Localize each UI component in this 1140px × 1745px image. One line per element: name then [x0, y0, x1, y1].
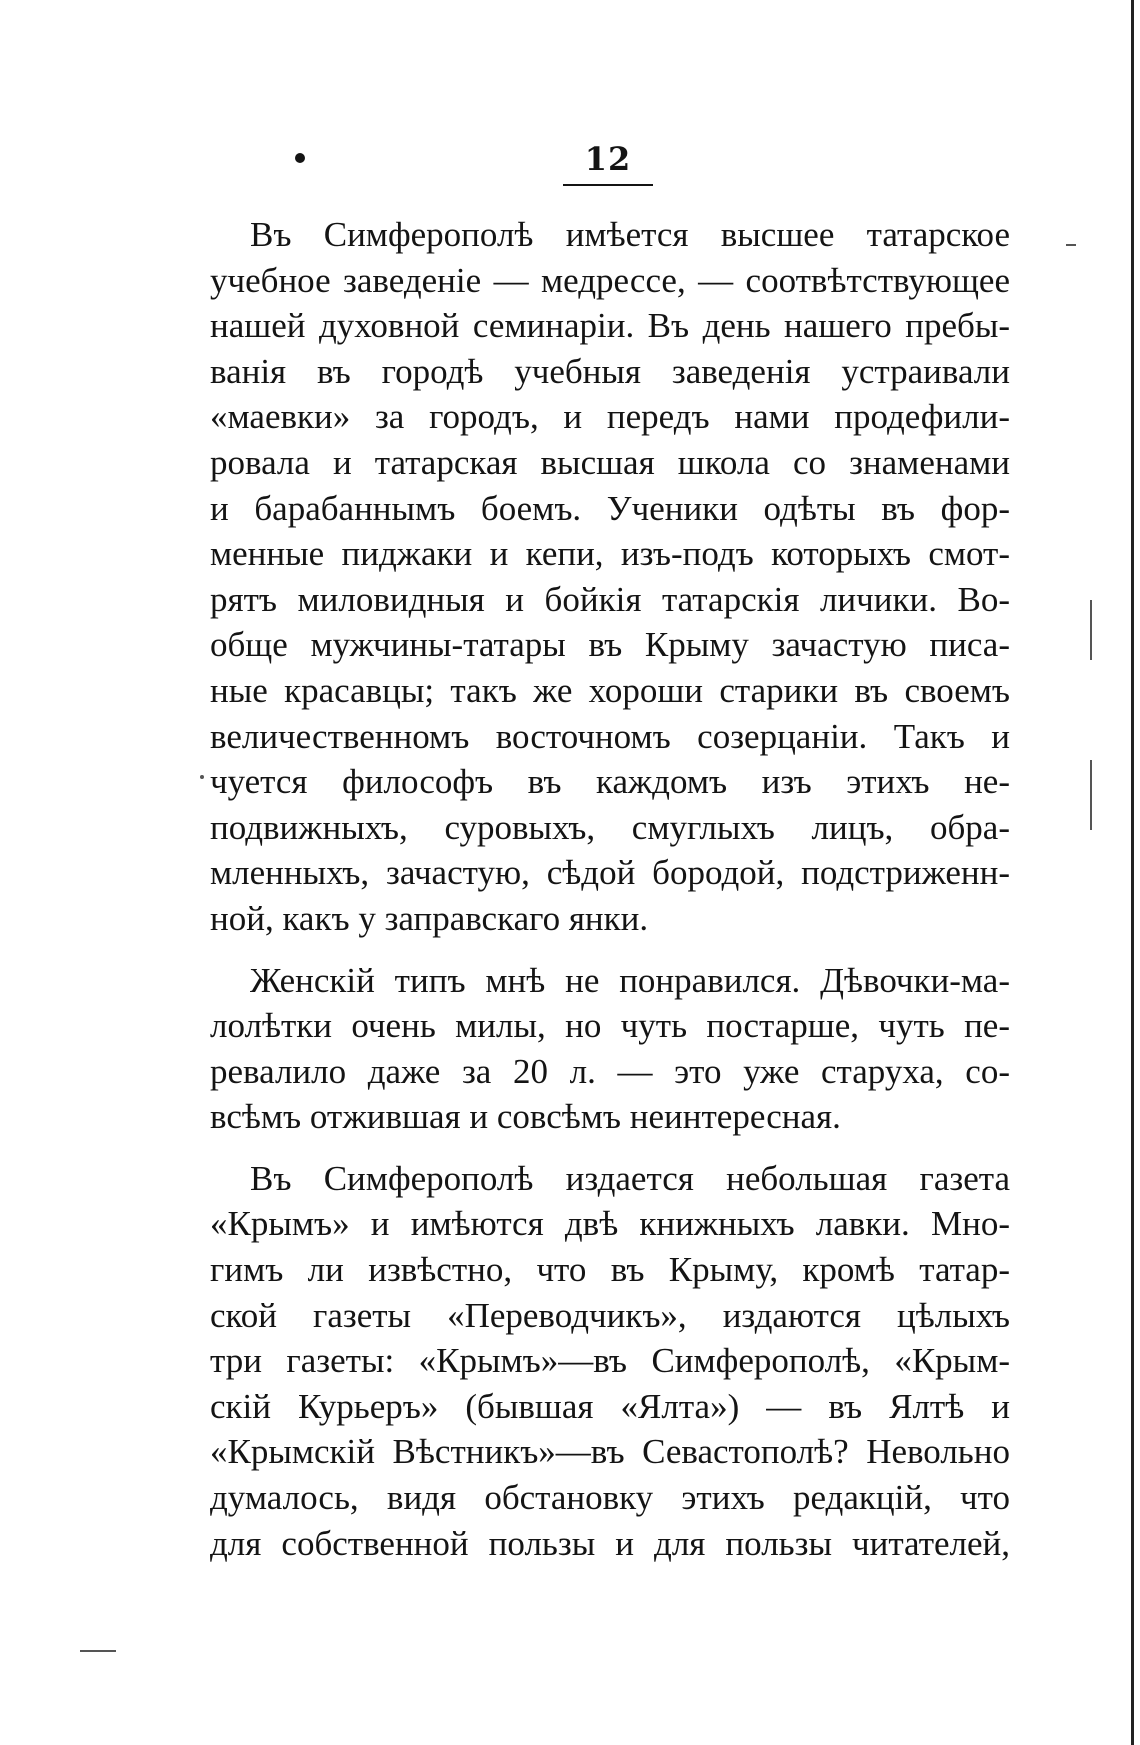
text-line: «Крымскій Вѣстникъ»—въ Севастополѣ? Невольно: [210, 1432, 1010, 1472]
scan-mark: [80, 1650, 116, 1652]
text-line: нашей духовной семинаріи. Въ день нашего пребы-: [210, 306, 1010, 346]
text-line: всѣмъ отжившая и совсѣмъ неинтересная.: [210, 1097, 841, 1137]
text-line: три газеты: «Крымъ»—въ Симферополѣ, «Крым-: [210, 1341, 1010, 1381]
text-line: чуется философъ въ каждомъ изъ этихъ не-: [210, 762, 1010, 802]
text-line: ванія въ городѣ учебныя заведенія устраивали: [210, 351, 1010, 391]
paragraph-gap: [210, 942, 1010, 958]
text-line: ные красавцы; такъ же хороши старики въ своемъ: [210, 670, 1010, 710]
paragraph-3: [210, 1156, 1010, 1566]
paragraph-gap: [210, 1140, 1010, 1156]
scan-mark: [200, 775, 204, 779]
text-line: Въ Симферополѣ имѣется высшее татарское: [250, 215, 1010, 254]
scan-mark: [1090, 760, 1092, 830]
text-line: ровала и татарская высшая школа со знаменами: [210, 442, 1010, 482]
text-line: лолѣтки очень милы, но чуть постарше, чуть пе-: [210, 1006, 1010, 1046]
text-line: думалось, видя обстановку этихъ редакцій, что: [210, 1478, 1010, 1518]
text-line: ревалило даже за 20 л. — это уже старуха, со-: [210, 1051, 1010, 1091]
page-number: 12: [584, 140, 632, 178]
text-line: менные пиджаки и кепи, изъ-подъ которыхъ смот-: [210, 534, 1010, 574]
text-line: рятъ миловидныя и бойкія татарскія личики. Во-: [210, 579, 1010, 619]
paragraph-1: [210, 212, 1010, 942]
body-text: [210, 212, 1010, 1566]
text-line: «маевки» за городъ, и передъ нами продефили-: [210, 397, 1010, 437]
text-line: величественномъ восточномъ созерцаніи. Такъ и: [210, 716, 1010, 756]
text-line: Въ Симферополѣ издается небольшая газета: [250, 1158, 1010, 1198]
text-line: обще мужчины-татары въ Крыму зачастую писа-: [210, 625, 1010, 665]
text-line: ской газеты «Переводчикъ», издаются цѣлыхъ: [210, 1295, 1010, 1335]
paragraph-2: [210, 958, 1010, 1140]
scan-mark: [1066, 244, 1076, 246]
scan-mark: [1090, 600, 1092, 660]
page-header: [558, 140, 658, 186]
text-line: Женскій типъ мнѣ не понравился. Дѣвочки-ма-: [250, 960, 1010, 1000]
text-line: мленныхъ, зачастую, сѣдой бородой, подстриженн-: [210, 853, 1010, 893]
text-line: для собственной пользы и для пользы читателей,: [210, 1523, 1010, 1563]
text-line: гимъ ли извѣстно, что въ Крыму, кромѣ татар-: [210, 1250, 1010, 1290]
scan-edge-line: [1131, 0, 1134, 1745]
page-number-rule: [563, 184, 653, 186]
text-line: и барабаннымъ боемъ. Ученики одѣты въ фор-: [210, 488, 1010, 528]
text-line: ной, какъ у заправскаго янки.: [210, 898, 649, 938]
text-line: «Крымъ» и имѣются двѣ книжныхъ лавки. Мно-: [210, 1204, 1010, 1244]
text-line: учебное заведеніе — медрессе, — соотвѣтствующее: [210, 260, 1010, 300]
text-line: подвижныхъ, суровыхъ, смуглыхъ лицъ, обра-: [210, 807, 1010, 847]
decorative-dot: [295, 153, 305, 163]
text-line: скій Курьеръ» (бывшая «Ялта») — въ Ялтѣ и: [210, 1386, 1010, 1426]
